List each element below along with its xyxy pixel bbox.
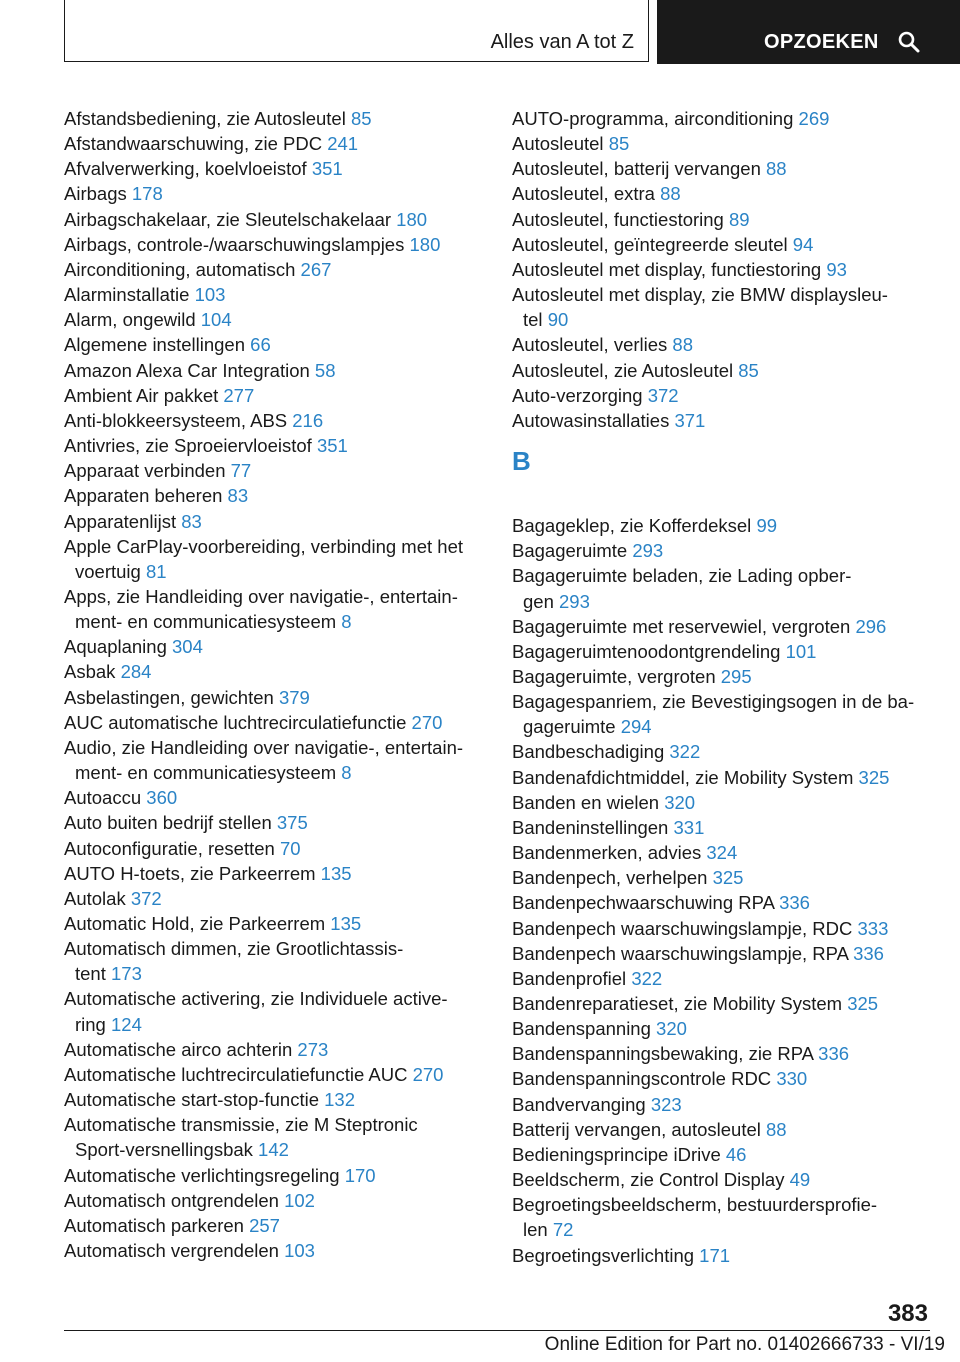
index-entry: [512, 207, 930, 232]
page-reference-link[interactable]: 77: [230, 460, 252, 482]
entry-text: Begroetingsbeeldscherm, bestuurdersprofie-: [512, 1194, 878, 1216]
entry-text: Bandeninstellingen: [512, 816, 669, 838]
index-column-right: [512, 106, 930, 1268]
page-reference-link[interactable]: 88: [672, 334, 693, 356]
index-entry: [64, 534, 484, 584]
entry-text: AUTO-programma, airconditioning: [512, 108, 794, 129]
index-letter-heading: B: [512, 446, 531, 477]
index-entry: [64, 207, 484, 232]
entry-text: Automatische luchtrecirculatiefunctie AUC: [64, 1063, 408, 1085]
page-reference-link[interactable]: 88: [660, 183, 681, 205]
page-reference-link[interactable]: 375: [276, 812, 308, 834]
page-reference-link[interactable]: 325: [847, 993, 879, 1014]
entry-continuation: [64, 1012, 484, 1037]
page-reference-link[interactable]: 94: [792, 233, 814, 255]
entry-text: Begroetingsverlichting: [512, 1244, 695, 1266]
index-entry: [64, 1163, 484, 1188]
edition-footer: Online Edition for Part no. 01402666733 - VI/19: [544, 1334, 945, 1355]
entry-text: Bandvervanging: [512, 1093, 646, 1115]
entry-text: Asbelastingen, gewichten: [64, 686, 274, 708]
entry-text-continued: ment- en communicatiesysteem: [75, 611, 337, 633]
entry-text: Bandenpech, verhelpen: [512, 867, 708, 889]
page-reference-link[interactable]: 273: [297, 1038, 329, 1060]
entry-text: AUC automatische luchtrecirculatiefunctie: [64, 711, 407, 733]
entry-text: Autoconfiguratie, resetten: [64, 837, 275, 859]
entry-text: Bagageruimte beladen, zie Lading opber-: [512, 565, 852, 587]
page-reference-link[interactable]: 58: [314, 359, 336, 381]
index-entry: [64, 710, 484, 735]
page-reference-link[interactable]: 372: [647, 384, 679, 406]
index-entry: [64, 509, 484, 534]
entry-text: Autosleutel, batterij vervangen: [512, 158, 761, 180]
index-entry: [64, 659, 484, 684]
page-reference-link[interactable]: 101: [785, 640, 817, 662]
entry-continuation: [512, 1217, 930, 1242]
page-reference-link[interactable]: 277: [223, 384, 255, 406]
index-entry: [64, 358, 484, 383]
page-reference-link[interactable]: 8: [341, 611, 352, 633]
page-reference-link[interactable]: 336: [818, 1043, 850, 1065]
index-entry: [512, 1192, 930, 1242]
index-entry: [512, 689, 930, 739]
entry-text: Alarm, ongewild: [64, 309, 196, 331]
page-number: 383: [887, 1300, 928, 1327]
index-entry: [512, 1016, 930, 1041]
page-reference-link[interactable]: 70: [279, 837, 301, 859]
entry-text: Bagageruimte: [512, 540, 628, 562]
index-entry: [64, 307, 484, 332]
entry-text: Bandenpech waarschuwingslampje, RDC: [512, 917, 853, 939]
entry-text: Airbags: [64, 183, 127, 205]
entry-text-continued: len: [523, 1219, 548, 1241]
entry-text: Anti-blokkeersysteem, ABS: [64, 409, 288, 431]
entry-text: Auto-verzorging: [512, 384, 643, 406]
entry-text-continued: tel: [523, 309, 543, 331]
entry-text-continued: Sport-versnellingsbak: [75, 1139, 253, 1161]
entry-text: Bagageruimte met reservewiel, vergroten: [512, 615, 851, 637]
index-entry: [512, 156, 930, 181]
entry-text-continued: gageruimte: [523, 716, 616, 738]
index-entry: [64, 1087, 484, 1112]
entry-text: Afvalverwerking, koelvloeistof: [64, 158, 307, 180]
entry-text: Autosleutel: [512, 133, 604, 155]
entry-text: Airconditioning, automatisch: [64, 258, 296, 280]
entry-continuation: [512, 714, 930, 739]
entry-text: Antivries, zie Sproeiervloeistof: [64, 435, 312, 457]
entry-text: Bandenmerken, advies: [512, 842, 702, 864]
entry-text: Beeldscherm, zie Control Display: [512, 1169, 785, 1191]
page-reference-link[interactable]: 135: [320, 862, 352, 884]
page-reference-link[interactable]: 270: [412, 1063, 444, 1085]
page-reference-link[interactable]: 83: [181, 510, 202, 532]
page-reference-link[interactable]: 85: [738, 359, 759, 381]
entry-text: Automatisch ontgrendelen: [64, 1189, 279, 1211]
page-reference-link[interactable]: 320: [664, 791, 696, 813]
index-entry: [64, 131, 484, 156]
page-reference-link[interactable]: 320: [656, 1018, 687, 1040]
index-entry: [512, 181, 930, 206]
page-reference-link[interactable]: 324: [706, 842, 738, 864]
page-reference-link[interactable]: 49: [789, 1169, 811, 1191]
entry-text: Autosleutel, zie Autosleutel: [512, 359, 734, 381]
entry-text: Ambient Air pakket: [64, 384, 219, 406]
index-entry: [512, 358, 930, 383]
entry-text: Amazon Alexa Car Integration: [64, 359, 310, 381]
header-section-box: [64, 0, 649, 62]
page-reference-link[interactable]: 102: [284, 1189, 315, 1211]
entry-text: Autowasinstallaties: [512, 409, 670, 431]
entry-text: Audio, zie Handleiding over navigatie-, entertain-: [64, 736, 464, 758]
page-reference-link[interactable]: 124: [111, 1013, 142, 1035]
index-entry: [64, 257, 484, 282]
entry-text: Automatische start-stop-functie: [64, 1089, 319, 1111]
entry-text-continued: ment- en communicatiesysteem: [75, 762, 337, 784]
page-reference-link[interactable]: 85: [350, 108, 372, 129]
page-reference-link[interactable]: 294: [620, 716, 652, 738]
page-reference-link[interactable]: 293: [559, 590, 590, 612]
entry-text: Apps, zie Handleiding over navigatie-, entertain-: [64, 585, 458, 607]
entry-text: Automatische transmissie, zie M Steptronic: [64, 1114, 418, 1136]
search-button[interactable]: [657, 0, 960, 64]
page-reference-link[interactable]: 66: [250, 334, 271, 356]
entry-text: Automatische airco achterin: [64, 1038, 293, 1060]
footer-divider: [64, 1330, 930, 1331]
index-entry: [512, 941, 930, 966]
index-entry: [64, 1062, 484, 1087]
index-entry: [64, 1188, 484, 1213]
entry-text: AUTO H-toets, zie Parkeerrem: [64, 862, 316, 884]
page-reference-link[interactable]: 351: [311, 158, 343, 180]
index-entry: [64, 634, 484, 659]
index-entry: [512, 538, 930, 563]
search-icon: [897, 30, 921, 54]
index-entry: [64, 886, 484, 911]
index-entry: [512, 1041, 930, 1066]
index-entry: [512, 865, 930, 890]
entry-text: Apparaten beheren: [64, 485, 223, 507]
page-reference-link[interactable]: 333: [857, 917, 889, 939]
entry-text: Bandenafdichtmiddel, zie Mobility System: [512, 766, 854, 788]
index-entry: [512, 282, 930, 332]
entry-text: Autolak: [64, 887, 126, 909]
index-entry: [64, 483, 484, 508]
entry-text: Autosleutel, functiestoring: [512, 208, 724, 230]
index-entry: [512, 765, 930, 790]
page-reference-link[interactable]: 103: [284, 1240, 315, 1262]
index-entry: [64, 232, 484, 257]
page-reference-link[interactable]: 99: [756, 515, 778, 537]
entry-text-continued: gen: [523, 590, 554, 612]
page-reference-link[interactable]: 325: [712, 867, 744, 889]
index-entry: [64, 911, 484, 936]
entry-text: Apparaat verbinden: [64, 460, 226, 482]
index-entry: [64, 408, 484, 433]
page-reference-link[interactable]: 269: [798, 108, 830, 129]
index-entry: [512, 739, 930, 764]
index-entry: [64, 810, 484, 835]
page-reference-link[interactable]: 93: [826, 258, 847, 280]
entry-text: Bagageruimte, vergroten: [512, 665, 716, 687]
entry-text: Bandenpech waarschuwingslampje, RPA: [512, 942, 848, 964]
index-entry: [512, 840, 930, 865]
index-entry: [512, 1092, 930, 1117]
entry-continuation: [64, 760, 484, 785]
entry-text: Bagageruimtenoodontgrendeling: [512, 640, 781, 662]
page-reference-link[interactable]: 372: [130, 887, 162, 909]
entry-text: Afstandsbediening, zie Autosleutel: [64, 108, 346, 129]
page-reference-link[interactable]: 270: [411, 711, 443, 733]
page-reference-link[interactable]: 216: [292, 409, 324, 431]
entry-text: Auto buiten bedrijf stellen: [64, 812, 272, 834]
entry-text: Bagageklep, zie Kofferdeksel: [512, 515, 752, 537]
entry-text: Bandenprofiel: [512, 967, 627, 989]
index-entry: [512, 664, 930, 689]
entry-continuation: [64, 559, 484, 584]
page-reference-link[interactable]: 142: [258, 1139, 289, 1161]
entry-text: Airbagschakelaar, zie Sleutelschakelaar: [64, 208, 392, 230]
entry-text: Apparatenlijst: [64, 510, 177, 532]
entry-text: Autosleutel, verlies: [512, 334, 668, 356]
index-entry: [512, 991, 930, 1016]
entry-text-continued: voertuig: [75, 560, 141, 582]
entry-continuation: [64, 609, 484, 634]
page-reference-link[interactable]: 180: [396, 208, 428, 230]
index-entry: [512, 639, 930, 664]
page-reference-link[interactable]: 171: [699, 1244, 731, 1266]
index-entry: [64, 332, 484, 357]
index-entry: [512, 890, 930, 915]
page-reference-link[interactable]: 330: [776, 1068, 808, 1090]
index-entry: [512, 1167, 930, 1192]
index-entry: [512, 1142, 930, 1167]
index-entry: [512, 383, 930, 408]
entry-text: Afstandwaarschuwing, zie PDC: [64, 133, 323, 155]
entry-text: Autosleutel met display, zie BMW displaysleu-: [512, 284, 888, 306]
page-reference-link[interactable]: 304: [172, 636, 203, 658]
page-reference-link[interactable]: 103: [194, 284, 226, 306]
entry-text: Automatische verlichtingsregeling: [64, 1164, 340, 1186]
index-entry: [64, 735, 484, 785]
entry-continuation: [64, 961, 484, 986]
page-reference-link[interactable]: 46: [725, 1143, 747, 1165]
index-entry: [512, 815, 930, 840]
entry-text: Bagagespanriem, zie Bevestigingsogen in de ba-: [512, 691, 915, 713]
entry-text: Automatische activering, zie Individuele active-: [64, 988, 448, 1010]
index-entry: [64, 685, 484, 710]
page-reference-link[interactable]: 323: [650, 1093, 682, 1115]
entry-text: Autosleutel met display, functiestoring: [512, 258, 822, 280]
index-entry: [64, 936, 484, 986]
page-reference-link[interactable]: 8: [341, 762, 352, 784]
page-reference-link[interactable]: 257: [249, 1214, 280, 1236]
entry-text: Automatisch parkeren: [64, 1214, 244, 1236]
page-reference-link[interactable]: 88: [766, 158, 787, 180]
page-reference-link[interactable]: 336: [853, 942, 884, 964]
page-reference-link[interactable]: 104: [200, 309, 232, 331]
index-entry: [64, 156, 484, 181]
entry-continuation: [64, 1137, 484, 1162]
page-reference-link[interactable]: 170: [344, 1164, 376, 1186]
page-reference-link[interactable]: 325: [858, 766, 890, 788]
search-label: OPZOEKEN: [764, 31, 879, 53]
entry-text: Autosleutel, extra: [512, 183, 655, 205]
page-reference-link[interactable]: 81: [145, 560, 167, 582]
index-entry: [512, 1066, 930, 1091]
index-entry: [64, 1037, 484, 1062]
index-entry: [512, 563, 930, 613]
page-reference-link[interactable]: 331: [673, 816, 705, 838]
page-reference-link[interactable]: 135: [330, 913, 362, 934]
index-entry: [64, 282, 484, 307]
page-reference-link[interactable]: 371: [674, 409, 706, 431]
index-entry: [512, 332, 930, 357]
entry-text: Bedieningsprincipe iDrive: [512, 1143, 721, 1165]
page-reference-link[interactable]: 296: [855, 615, 887, 637]
page-reference-link[interactable]: 85: [608, 133, 630, 155]
page-reference-link[interactable]: 293: [632, 540, 664, 562]
page-reference-link[interactable]: 351: [316, 435, 348, 457]
page-reference-link[interactable]: 284: [120, 661, 152, 683]
index-entry: [64, 986, 484, 1036]
page-reference-link[interactable]: 173: [111, 963, 142, 985]
index-entry: [512, 106, 930, 131]
section-title: Alles van A tot Z: [490, 31, 634, 53]
index-column-left: [64, 106, 484, 1263]
entry-text: Automatic Hold, zie Parkeerrem: [64, 913, 326, 934]
index-entry: [64, 584, 484, 634]
entry-text: Autoaccu: [64, 787, 142, 809]
page-reference-link[interactable]: 295: [720, 665, 752, 687]
page-reference-link[interactable]: 379: [278, 686, 310, 708]
entry-continuation: [512, 307, 930, 332]
index-entry: [512, 790, 930, 815]
page-reference-link[interactable]: 180: [409, 233, 441, 255]
entry-text: Bandenpechwaarschuwing RPA: [512, 892, 774, 914]
index-entry: [64, 1213, 484, 1238]
entry-text: Autosleutel, geïntegreerde sleutel: [512, 233, 788, 255]
entry-text: Asbak: [64, 661, 116, 683]
entry-text-continued: tent: [75, 963, 106, 985]
page-reference-link[interactable]: 83: [227, 485, 249, 507]
page-reference-link[interactable]: 132: [324, 1089, 356, 1111]
entry-text: Bandenspanning: [512, 1018, 651, 1040]
entry-text: Bandenspanningsbewaking, zie RPA: [512, 1043, 814, 1065]
entry-text: Apple CarPlay-voorbereiding, verbinding met het: [64, 535, 463, 557]
entry-text: Bandbeschadiging: [512, 741, 665, 763]
index-entry: [64, 1112, 484, 1162]
index-entry: [512, 513, 930, 538]
entry-text: Aquaplaning: [64, 636, 167, 658]
index-entry: [512, 408, 930, 433]
page-reference-link[interactable]: 72: [552, 1219, 574, 1241]
entry-text: Bandenreparatieset, zie Mobility System: [512, 993, 843, 1014]
entry-text: Alarminstallatie: [64, 284, 190, 306]
page-reference-link[interactable]: 360: [146, 787, 178, 809]
page-reference-link[interactable]: 322: [669, 741, 701, 763]
index-entry: [512, 614, 930, 639]
page-reference-link[interactable]: 178: [131, 183, 163, 205]
entry-text: Automatisch vergrendelen: [64, 1240, 279, 1262]
page-reference-link[interactable]: 88: [766, 1118, 787, 1140]
index-entry: [512, 1243, 930, 1268]
entry-text: Algemene instellingen: [64, 334, 246, 356]
index-entry: [512, 1117, 930, 1142]
index-entry: [512, 257, 930, 282]
entry-text: Automatisch dimmen, zie Grootlichtassis-: [64, 938, 404, 960]
page-reference-link[interactable]: 336: [779, 892, 810, 914]
index-entry: [512, 131, 930, 156]
index-entry: [64, 106, 484, 131]
entry-text: Banden en wielen: [512, 791, 660, 813]
page-reference-link[interactable]: 89: [729, 208, 750, 230]
page-reference-link[interactable]: 241: [327, 133, 359, 155]
entry-text: Bandenspanningscontrole RDC: [512, 1068, 772, 1090]
entry-text: Batterij vervangen, autosleutel: [512, 1118, 761, 1140]
index-entry: [64, 785, 484, 810]
index-entry: [512, 232, 930, 257]
entry-continuation: [512, 589, 930, 614]
index-entry: [64, 433, 484, 458]
index-entry: [512, 916, 930, 941]
index-entry: [64, 383, 484, 408]
page-reference-link[interactable]: 322: [631, 967, 663, 989]
index-entry: [64, 181, 484, 206]
page-reference-link[interactable]: 90: [547, 309, 569, 331]
index-entry: [64, 836, 484, 861]
index-entry: [512, 966, 930, 991]
index-entry: [64, 861, 484, 886]
page-reference-link[interactable]: 267: [300, 258, 332, 280]
index-entry: [64, 1238, 484, 1263]
index-entry: [64, 458, 484, 483]
entry-text: Airbags, controle-/waarschuwingslampjes: [64, 233, 405, 255]
entry-text-continued: ring: [75, 1013, 106, 1035]
